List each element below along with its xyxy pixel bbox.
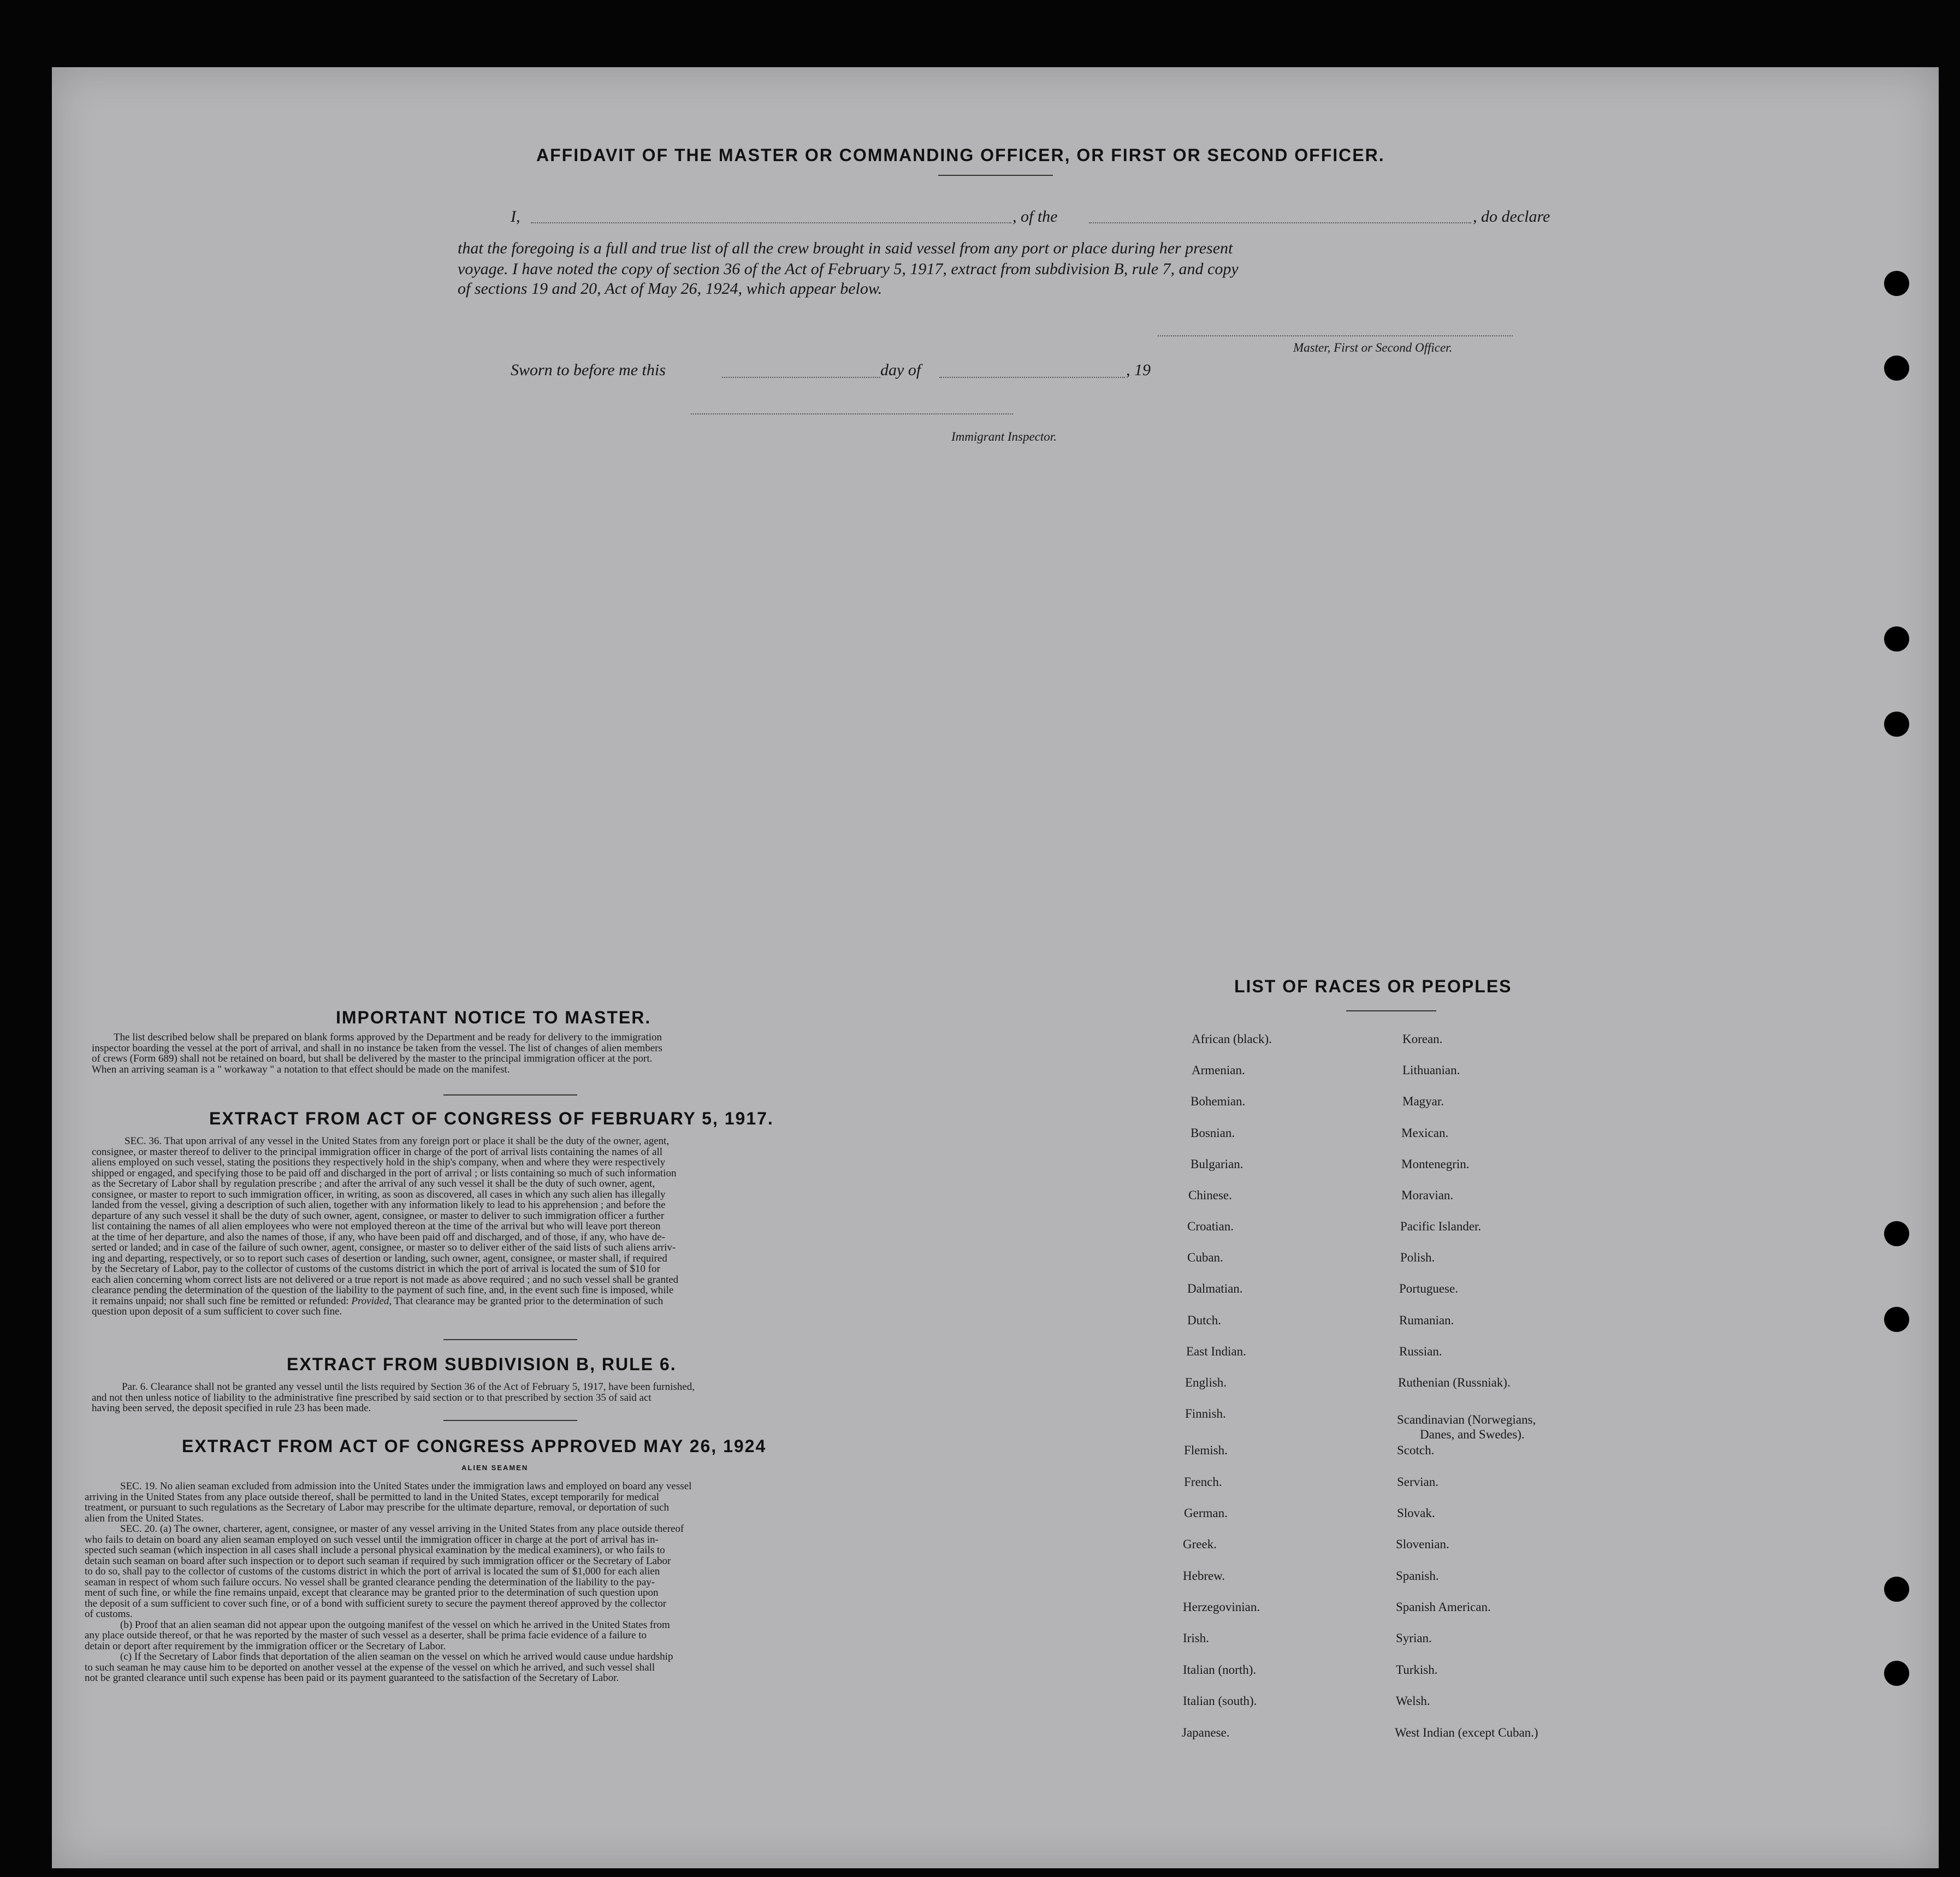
extract-1924-line: alien from the United States. (85, 1512, 204, 1524)
extract-1924-line: of customs. (85, 1608, 133, 1620)
notice-line: The list described below shall be prepared on blank forms approved by the Department and be ready for delivery to the immigration (114, 1032, 662, 1043)
race-item: Rumanian. (1399, 1313, 1454, 1327)
race-item: Pacific Islander. (1400, 1219, 1482, 1233)
race-item: Croatian. (1187, 1219, 1234, 1233)
races-divider (1346, 1010, 1436, 1011)
race-item: Italian (north). (1183, 1663, 1257, 1677)
affidavit-i: I, (511, 208, 520, 226)
race-item: Scandinavian (Norwegians, (1397, 1413, 1536, 1426)
race-item: Montenegrin. (1401, 1157, 1470, 1171)
extract-1924-title: EXTRACT FROM ACT OF CONGRESS APPROVED MAY 26, 1924 (182, 1436, 767, 1456)
extract-1917-line: consignee, or master thereof to deliver to the principal immigration officer in charge of the port of arrival lists containing the names of all (92, 1146, 663, 1158)
affidavit-title: AFFIDAVIT OF THE MASTER OR COMMANDING OFFICER, OR FIRST OR SECOND OFFICER. (536, 145, 1385, 165)
punch-hole (1884, 712, 1909, 737)
race-item: Spanish American. (1396, 1600, 1491, 1614)
section-divider (443, 1339, 577, 1340)
extract-1924-line: the deposit of a sum sufficient to cover such fine, or of a bond with sufficient surety to secure the payment thereof approved by the collector (85, 1597, 667, 1609)
sworn-month-blank (939, 377, 1125, 378)
extract-1924-body (85, 1481, 920, 1684)
notice-line: of crews (Form 689) shall not be retained on board, but shall be delivered by the master to the principal immigration officer at the port. (92, 1053, 653, 1064)
extract-1924-line: treatment, or pursuant to such regulations as the Secretary of Labor may prescribe for the ultimate departure, removal, or deportation of such (85, 1502, 669, 1513)
extract-1917-line: it remains unpaid; nor shall such fine be remitted or refunded: Provided, That clearance may be granted prior to the determination of such (92, 1295, 664, 1307)
sworn-text: Sworn to before me this (511, 361, 666, 379)
sworn-day-of: day of (880, 361, 921, 379)
races-title: LIST OF RACES OR PEOPLES (1234, 976, 1512, 996)
punch-hole (1884, 1577, 1909, 1602)
extract-1917-line: question upon deposit of a sum sufficient to cover such fine. (92, 1306, 342, 1317)
race-item: West Indian (except Cuban.) (1395, 1726, 1538, 1739)
race-item: East Indian. (1186, 1345, 1246, 1358)
alien-seamen-subtitle: ALIEN SEAMEN (461, 1464, 529, 1472)
affidavit-do-declare: , do declare (1473, 208, 1550, 226)
inspector-line (691, 413, 1013, 415)
extract-1917-body (92, 1136, 922, 1317)
race-item: Servian. (1397, 1475, 1439, 1489)
race-item: Flemish. (1184, 1443, 1228, 1457)
punch-hole (1884, 626, 1909, 652)
extract-1917-line: departure of any such vessel it shall be the duty of such owner, agent, consignee, or master to deliver to such immigration officer a further (92, 1210, 665, 1222)
race-item: Slovenian. (1396, 1537, 1449, 1551)
extract-1917-line: by the Secretary of Labor, pay to the collector of customs of the customs district in which the port of arrival is located the sum of $10 for (92, 1263, 660, 1275)
punch-hole (1884, 356, 1909, 381)
race-item: Italian (south). (1183, 1694, 1257, 1708)
extract-1924-line: seaman in respect of whom such failure occurs. No vessel shall be granted clearance pending the determination of the liability to the pay- (85, 1576, 655, 1588)
race-item: French. (1184, 1475, 1222, 1489)
notice-title: IMPORTANT NOTICE TO MASTER. (336, 1008, 652, 1027)
race-item: Dalmatian. (1187, 1282, 1243, 1295)
affidavit-of-the: , of the (1012, 208, 1058, 226)
extract-1917-line: landed from the vessel, giving a description of such alien, together with any information likely to lead to his apprehension ; and before the (92, 1199, 666, 1211)
extract-1917-line: clearance pending the determination of the question of the liability to the payment of such fine, and, in the event such fine is imposed, while (92, 1284, 674, 1296)
race-item: German. (1184, 1506, 1228, 1520)
affidavit-line-2: that the foregoing is a full and true list of all the crew brought in said vessel from any port or place during her present (458, 239, 1233, 257)
extract-1924-line: SEC. 20. (a) The owner, charterer, agent, consignee, or master of any vessel arriving in the United States from any place outside thereof (120, 1523, 684, 1535)
extract-1924-line: SEC. 19. No alien seaman excluded from admission into the United States under the immigration laws and employed on board any vessel (120, 1481, 692, 1492)
notice-body (92, 1032, 922, 1075)
sworn-day-blank (722, 377, 880, 378)
race-item: Bosnian. (1191, 1126, 1235, 1140)
extract-1924-line: arriving in the United States from any place outside thereof, shall be permitted to land in the United States, except temporarily for medical (85, 1491, 660, 1503)
extract-1917-line: shipped or engaged, and specifying those to be paid off and discharged in the port of arrival ; or lists containing so much of such information (92, 1167, 677, 1179)
race-item: Greek. (1183, 1537, 1217, 1551)
race-item: Ruthenian (Russniak). (1398, 1376, 1511, 1389)
inspector-label: Immigrant Inspector. (951, 430, 1057, 443)
extract-1917-line: consignee, or master to report to such immigration officer, in writing, as soon as discovered, all cases in which any such alien has illegally (92, 1188, 666, 1200)
race-item: Irish. (1183, 1631, 1209, 1645)
notice-line: When an arriving seaman is a " workaway " a notation to that effect should be made on the manifest. (92, 1063, 510, 1075)
race-item: Herzegovinian. (1183, 1600, 1260, 1614)
notice-line: inspector boarding the vessel at the port of arrival, and shall in no instance be taken from the vessel. The list of changes of alien members (92, 1042, 662, 1054)
affidavit-line-3: voyage. I have noted the copy of section 36 of the Act of February 5, 1917, extract from subdivision B, rule 7, and copy (458, 260, 1239, 278)
extract-1924-line: (c) If the Secretary of Labor finds that deportation of the alien seaman on the vessel on which he arrived would cause undue hardship (120, 1651, 673, 1662)
signature-line (1158, 335, 1513, 336)
race-item: Bulgarian. (1191, 1157, 1243, 1171)
race-item: English. (1185, 1376, 1227, 1389)
extract-1917-line: as the Secretary of Labor shall by regulation prescribe ; and after the arrival of any such vessel it shall be the duty of such owner, agent, (92, 1178, 655, 1189)
affidavit-line-4: of sections 19 and 20, Act of May 26, 1924, which appear below. (458, 280, 883, 298)
race-item: Scotch. (1397, 1443, 1435, 1457)
extract-1924-line: spected such seaman (which inspection in all cases shall include a personal physical examination by the medical examiners), or who fails to (85, 1544, 665, 1556)
race-item: Finnish. (1185, 1407, 1226, 1420)
rule6-title: EXTRACT FROM SUBDIVISION B, RULE 6. (287, 1354, 677, 1374)
race-item: Lithuanian. (1402, 1063, 1460, 1077)
race-item: Dutch. (1187, 1313, 1221, 1327)
race-item: Portuguese. (1399, 1282, 1458, 1295)
title-underline (938, 175, 1053, 176)
race-item: Korean. (1402, 1032, 1443, 1046)
extract-1924-line: ment of such fine, or while the fine remains unpaid, except that clearance may be granted prior to the determination of such question upon (85, 1587, 659, 1598)
bleed-through (1529, 139, 1539, 167)
extract-1924-line: detain or deport after requirement by the immigration officer or the Secretary of Labor. (85, 1640, 446, 1652)
extract-1917-line: ing and departing, respectively, or so to report such cases of desertion or landing, such owner, agent, consignee, or master shall, if required (92, 1252, 667, 1264)
race-item: Polish. (1400, 1251, 1435, 1264)
extract-1924-line: not be granted clearance until such expense has been paid or its payment guaranteed to the satisfaction of the Secretary of Labor. (85, 1672, 619, 1684)
extract-1924-line: to do so, shall pay to the collector of customs of the customs district in which the port of arrival is located the sum of $1,000 for each alien (85, 1566, 660, 1577)
race-item: Bohemian. (1191, 1094, 1246, 1108)
extract-1917-line: each alien concerning whom correct lists are not delivered or a true report is not made as above required ; and no such vessel shall be granted (92, 1274, 679, 1286)
rule6-line: and not then unless notice of liability to the administrative fine prescribed by said section or to that prescribed by section 35 of said act (92, 1392, 652, 1404)
extract-1917-title: EXTRACT FROM ACT OF CONGRESS OF FEBRUARY 5, 1917. (209, 1109, 774, 1128)
race-item: Russian. (1399, 1345, 1442, 1358)
race-item: Cuban. (1187, 1251, 1223, 1264)
race-item: Mexican. (1401, 1126, 1449, 1140)
extract-1924-line: any place outside thereof, or that he was reported by the master of such vessel as a deserter, shall be prima facie evidence of a failure to (85, 1630, 647, 1641)
section-divider (443, 1420, 577, 1421)
race-item: Magyar. (1402, 1094, 1444, 1108)
vessel-blank (1089, 222, 1471, 223)
race-item-continuation: Danes, and Swedes). (1420, 1428, 1525, 1441)
race-item: Welsh. (1396, 1694, 1430, 1708)
race-item: Japanese. (1182, 1726, 1230, 1739)
extract-1917-line: list containing the names of all alien employees who were not employed thereon at the time of the arrival but who will leave port thereon (92, 1221, 661, 1232)
signature-label: Master, First or Second Officer. (1293, 341, 1453, 354)
race-item: Chinese. (1188, 1188, 1232, 1202)
extract-1917-line: SEC. 36. That upon arrival of any vessel in the United States from any foreign port or place it shall be the duty of the owner, agent, (125, 1135, 670, 1147)
race-item: Spanish. (1396, 1569, 1439, 1583)
race-item: African (black). (1192, 1032, 1272, 1046)
punch-hole (1884, 271, 1909, 296)
name-blank (531, 222, 1011, 223)
extract-1917-line: aliens employed on such vessel, stating the positions they respectively hold in the ship's company, when and where they were respectively (92, 1157, 666, 1168)
race-item: Armenian. (1192, 1063, 1245, 1077)
extract-1924-line: (b) Proof that an alien seaman did not appear upon the outgoing manifest of the vessel on which he arrived in the United States from (120, 1619, 670, 1631)
section-divider (443, 1094, 577, 1096)
race-item: Moravian. (1401, 1188, 1454, 1202)
extract-1924-line: detain such seaman on board after such inspection or to deport such seaman if required by such immigration officer or the Secretary of Labor (85, 1555, 671, 1567)
race-item: Hebrew. (1183, 1569, 1225, 1583)
extract-1924-line: to such seaman he may cause him to be deported on another vessel at the expense of the vessel on which he arrived, and such vessel shall (85, 1661, 655, 1673)
punch-hole (1884, 1221, 1909, 1246)
race-item: Turkish. (1396, 1663, 1438, 1677)
race-item: Slovak. (1397, 1506, 1435, 1520)
extract-1917-line: serted or landed; and in case of the failure of such owner, agent, consignee, or master so to deliver either of the said lists of such aliens arriv- (92, 1242, 676, 1253)
rule6-line: Par. 6. Clearance shall not be granted any vessel until the lists required by Section 36 of the Act of February 5, 1917, have been furnished, (122, 1381, 695, 1393)
extract-1924-line: who fails to detain on board any alien seaman employed on such vessel until the immigration officer in charge at the port of arrival has in- (85, 1533, 659, 1546)
extract-1917-line: at the time of her departure, and also the names of those, if any, who have been paid off and discharged, and of those, if any, who have de- (92, 1231, 665, 1243)
rule6-line: having been served, the deposit specified in rule 23 has been made. (92, 1402, 371, 1414)
race-item: Syrian. (1396, 1631, 1432, 1645)
sworn-year: , 19 (1126, 361, 1151, 379)
punch-hole (1884, 1661, 1909, 1686)
punch-hole (1884, 1307, 1909, 1332)
rule6-body (92, 1382, 922, 1414)
